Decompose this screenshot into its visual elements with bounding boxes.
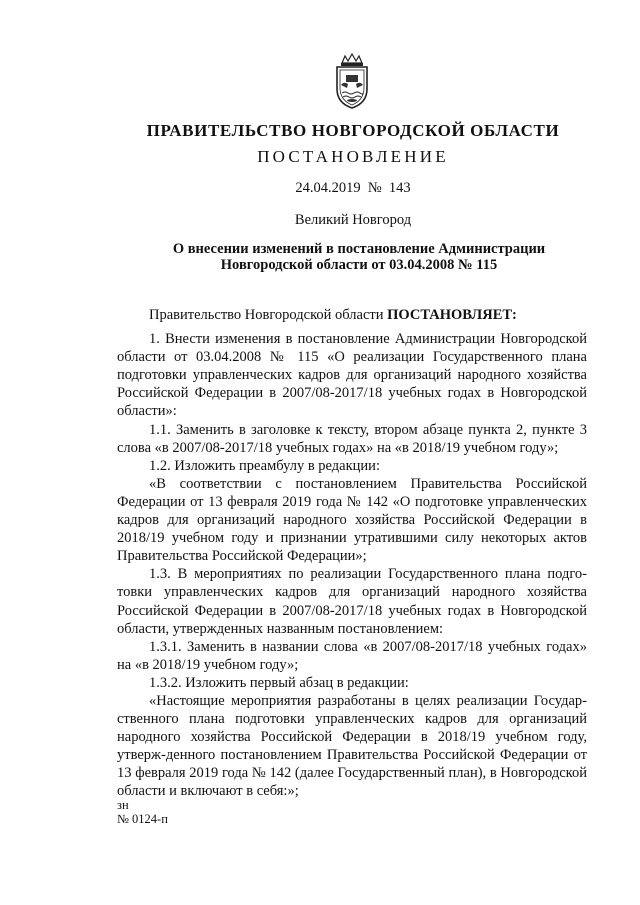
paragraph-preamble: «В соответствии с постановлением Правительства Российской Федерации от 13 февраля 2019 года № 142 «О подготовке управленческих кадров для организаций народного хозяйства Российской Федерации в 2018/19 учебном году и признании утратившими силу некоторых актов Правительства Российской Федерации»; [117,475,587,565]
paragraph-1: 1. Внести изменения в постановление Администрации Новгородской области от 03.04.2008 № 115 «О реализации Государственного плана подготовки управленческих кадров для организаций народного хозяйства Российской Федерации в 2007/08-2017/18 учебных годах в Новгородской области»: [117,331,587,420]
executor-initials: зн [117,798,129,812]
intro-resolves: ПОСТАНОВЛЯЕТ: [387,307,517,323]
paragraph-1-2: 1.2. Изложить преамбулу в редакции: [149,457,380,474]
paragraph-1-3-2: 1.3.2. Изложить первый абзац в редакции: [149,674,409,691]
paragraph-first-abzac: «Настоящие мероприятия разработаны в целях реализации Государ-ственного плана подготовки управленческих кадров для организаций народного хозяйства Российской Федерации в 2018/19 учебном году, утверж-денного постановлением Правительства Российской Федерации от 13 февраля 2019 года № 142 (далее Государственный план), в Новгородской области и включают в себя:»; [117,692,587,800]
organization-title: ПРАВИТЕЛЬСТВО НОВГОРОДСКОЙ ОБЛАСТИ [146,121,560,140]
document-footer [117,798,168,826]
subject-line-2: Новгородской области от 03.04.2008 № 115 [220,257,498,273]
document-subject [132,241,586,273]
document-date: 24.04.2019 [295,180,361,196]
city-name: Великий Новгород [294,212,412,228]
document-type: ПОСТАНОВЛЕНИЕ [257,147,449,166]
paragraph-1-3: 1.3. В мероприятиях по реализации Государственного плана подго-товки управленческих кадров для организаций народного хозяйства Российской Федерации в 2007/08-2017/18 учебных годах в Новгородской области, утвержденных названным постановлением: [117,566,587,637]
resolution-intro [117,306,587,324]
intro-text: Правительство Новгородской области [149,307,388,323]
paragraph-1-3-1: 1.3.1. Заменить в названии слова «в 2007/08-2017/18 учебных годах» на «в 2018/19 учебном году»; [117,638,587,673]
document-number: 143 [388,180,411,196]
registration-number: № 0124-п [117,812,168,826]
subject-line-1: О внесении изменений в постановление Администрации [172,241,546,257]
number-sign: № [367,180,382,196]
document-body [117,306,587,801]
paragraph-1-1: 1.1. Заменить в заголовке к тексту, втором абзаце пункта 2, пункте 3 слова «в 2007/08-2017/18 учебных годах» на «в 2018/19 учебном году»; [117,421,587,456]
date-number-line [0,180,640,197]
novgorod-coat-of-arms-icon [329,53,375,109]
